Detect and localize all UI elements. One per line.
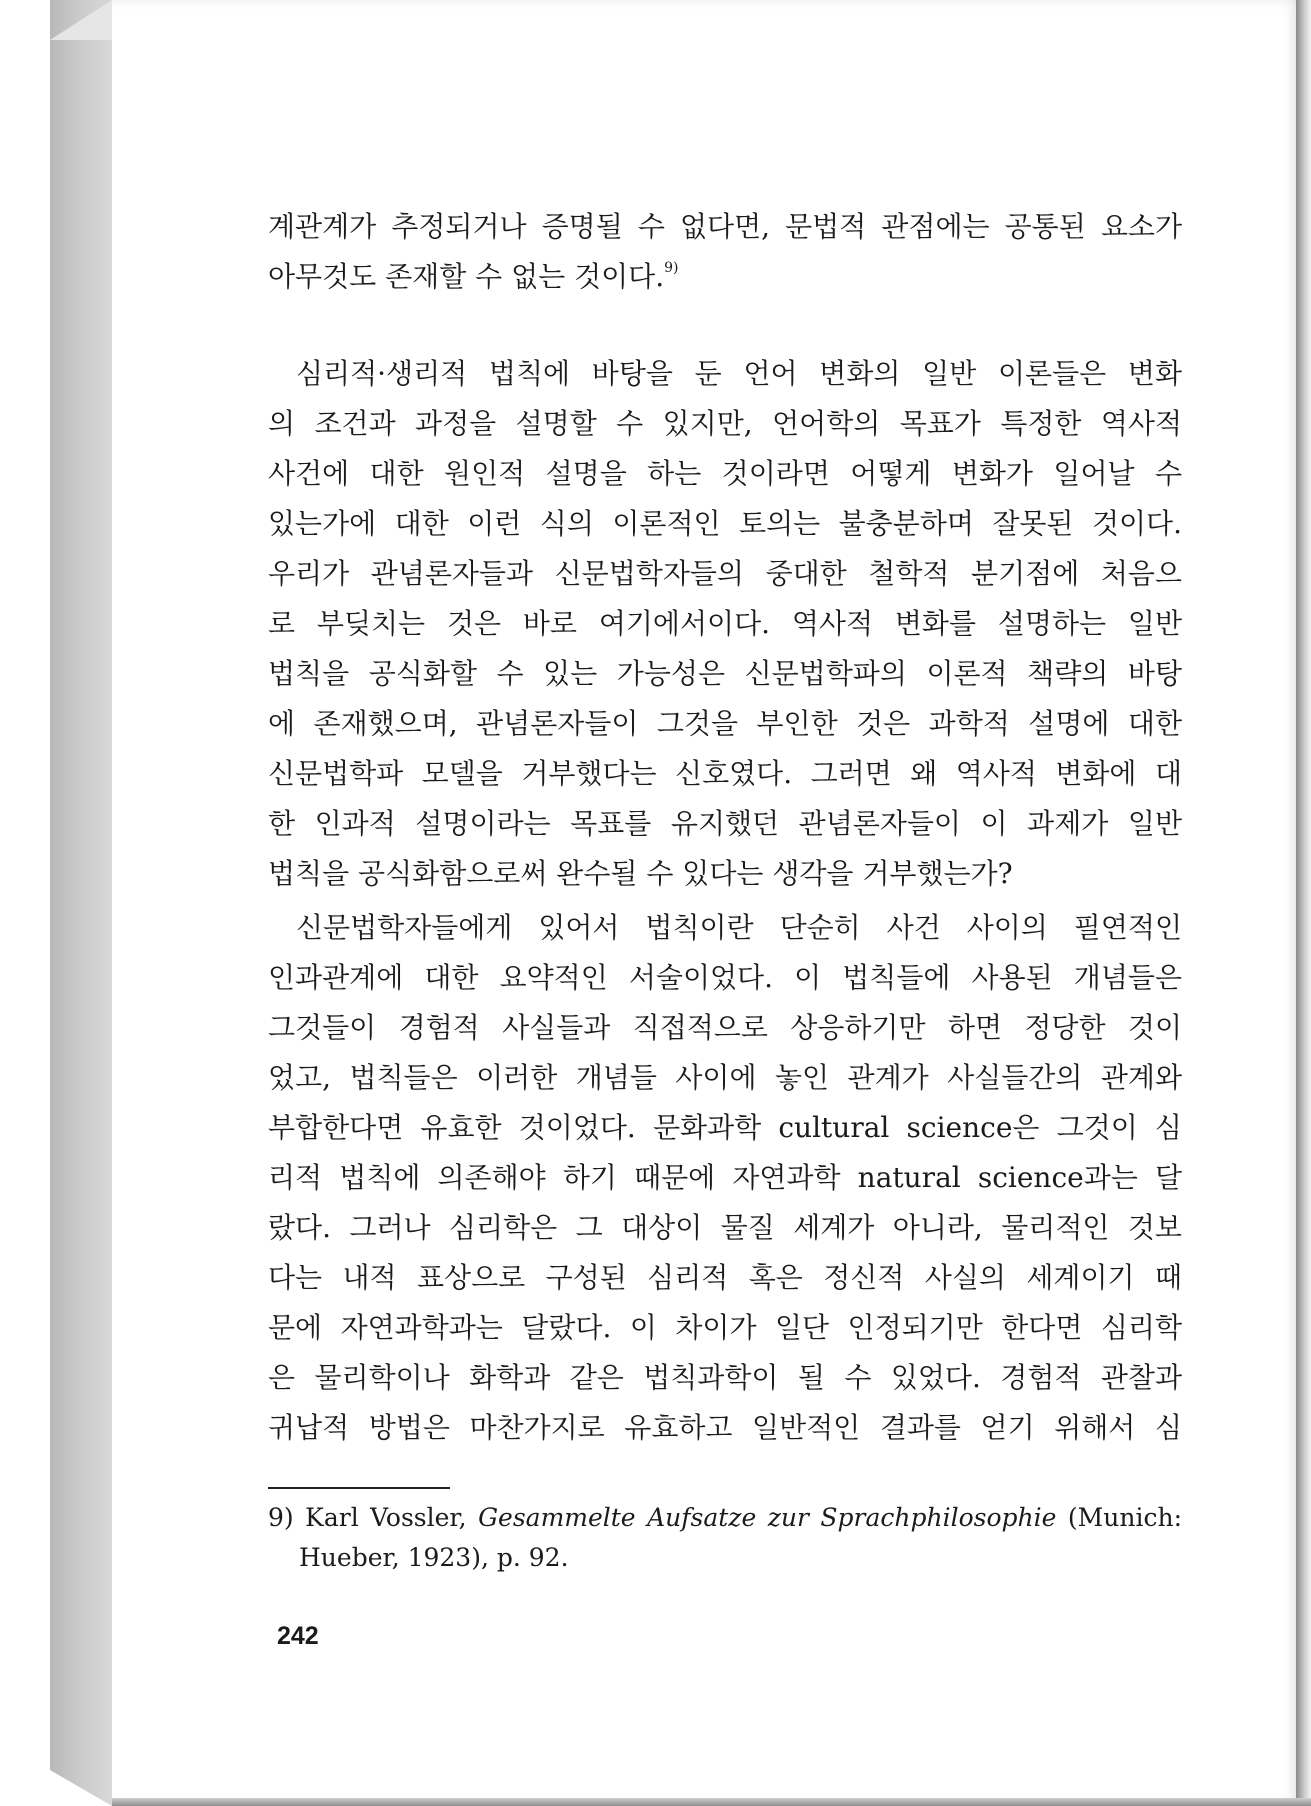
paragraph-line: 문에 자연과학과는 달랐다. 이 차이가 일단 인정되기만 한다면 심리학: [268, 1311, 1182, 1344]
paragraph-line: 에 존재했으며, 관념론자들이 그것을 부인한 것은 과학적 설명에 대한: [268, 707, 1182, 740]
paragraph-2: [268, 903, 1182, 1453]
paragraph-line: 로 부딪치는 것은 바로 여기에서이다. 역사적 변화를 설명하는 일반: [268, 607, 1182, 640]
quote-line-last: 아무것도 존재할 수 없는 것이다.$^{9)}$: [268, 260, 679, 293]
paragraph-line: 심리적·생리적 법칙에 바탕을 둔 언어 변화의 일반 이론들은 변화: [296, 357, 1182, 390]
footnote-line: [268, 1498, 1182, 1538]
paragraph-line: 그것들이 경험적 사실들과 직접적으로 상응하기만 하면 정당한 것이: [268, 1011, 1182, 1044]
paragraph-line: 법칙을 공식화할 수 있는 가능성은 신문법학파의 이론적 책략의 바탕: [268, 657, 1182, 690]
page-right-edge: [1296, 0, 1311, 1806]
book-cover-corner: [0, 0, 120, 1806]
paragraph-line: 다는 내적 표상으로 구성된 심리적 혹은 정신적 사실의 세계이기 때: [268, 1261, 1182, 1294]
paragraph-line: 사건에 대한 원인적 설명을 하는 것이라면 어떻게 변화가 일어날 수: [268, 457, 1182, 490]
page-bottom-edge: [112, 1798, 1311, 1806]
paragraph-line: 신문법학자들에게 있어서 법칙이란 단순히 사건 사이의 필연적인: [296, 911, 1182, 944]
footnote-publisher: (Munich:: [1067, 1503, 1182, 1532]
footnote-number: 9): [268, 1503, 294, 1532]
footnote: [268, 1498, 1182, 1578]
paragraph-line: 부합한다면 유효한 것이었다. 문화과학 cultural science은 그것이 심: [268, 1111, 1182, 1144]
paragraph-1: [268, 349, 1182, 899]
paragraph-line: 랐다. 그러나 심리학은 그 대상이 물질 세계가 아니라, 물리적인 것보: [268, 1211, 1182, 1244]
paragraph-line: 귀납적 방법은 마찬가지로 유효하고 일반적인 결과를 얻기 위해서 심: [268, 1411, 1182, 1444]
paragraph-line: 있는가에 대한 이런 식의 이론적인 토의는 불충분하며 잘못된 것이다.: [268, 507, 1182, 540]
footnote-continuation: Hueber, 1923), p. 92.: [299, 1543, 569, 1572]
page-number: 242: [277, 1622, 319, 1650]
paragraph-line: 인과관계에 대한 요약적인 서술이었다. 이 법칙들에 사용된 개념들은: [268, 961, 1182, 994]
paragraph-line: 의 조건과 과정을 설명할 수 있지만, 언어학의 목표가 특정한 역사적: [268, 407, 1182, 440]
paragraph-line: 우리가 관념론자들과 신문법학자들의 중대한 철학적 분기점에 처음으: [268, 557, 1182, 590]
paragraph-line: 리적 법칙에 의존해야 하기 때문에 자연과학 natural science과는 달: [268, 1161, 1182, 1194]
footnote-title: Gesammelte Aufsatze zur Sprachphilosophie: [478, 1503, 1057, 1532]
block-quote: [268, 202, 1182, 302]
paragraph-line: 법칙을 공식화함으로써 완수될 수 있다는 생각을 거부했는가?: [268, 857, 1013, 890]
quote-line: 계관계가 추정되거나 증명될 수 없다면, 문법적 관점에는 공통된 요소가: [268, 210, 1182, 243]
footnote-author: Karl Vossler,: [305, 1503, 467, 1532]
paragraph-line: 은 물리학이나 화학과 같은 법칙과학이 될 수 있었다. 경험적 관찰과: [268, 1361, 1182, 1394]
paragraph-line: 었고, 법칙들은 이러한 개념들 사이에 놓인 관계가 사실들간의 관계와: [268, 1061, 1182, 1094]
paragraph-line: 신문법학파 모델을 거부했다는 신호였다. 그러면 왜 역사적 변화에 대: [268, 757, 1182, 790]
footnote-reference[interactable]: 9): [664, 260, 679, 276]
paragraph-line: 한 인과적 설명이라는 목표를 유지했던 관념론자들이 이 과제가 일반: [268, 807, 1182, 840]
footnote-divider: [268, 1487, 450, 1489]
